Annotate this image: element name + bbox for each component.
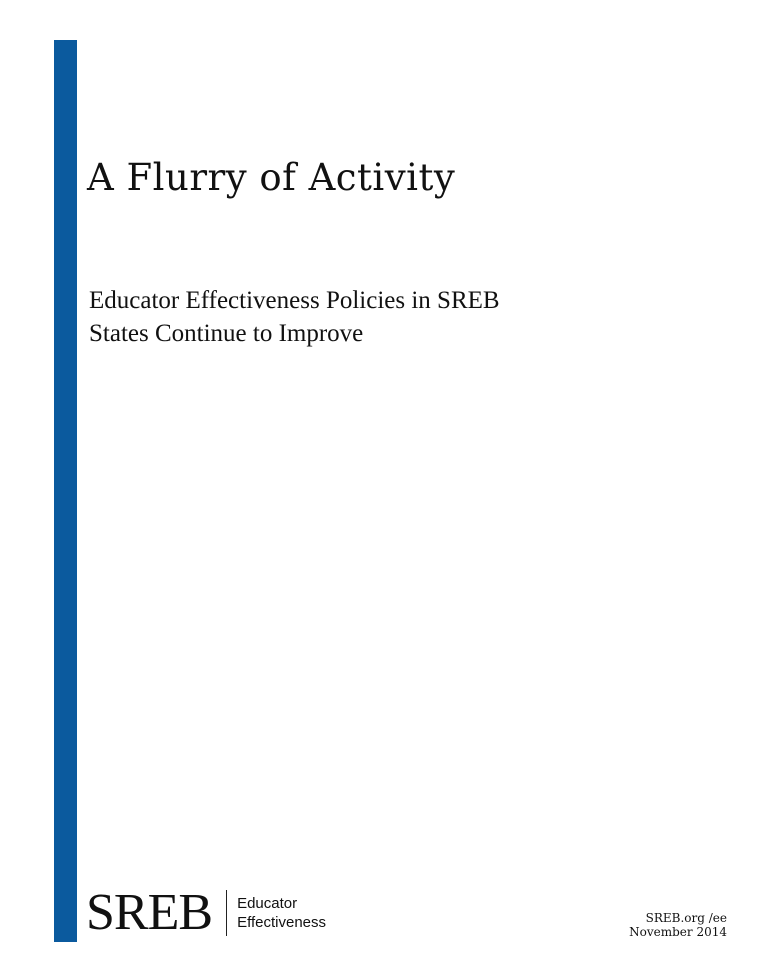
logo-tagline-line: Effectiveness xyxy=(237,914,327,931)
footer-date: November 2014 xyxy=(629,925,727,939)
logo-tagline xyxy=(237,894,326,932)
subtitle-line: Educator Effectiveness Policies in SREB xyxy=(89,287,500,314)
logo-divider xyxy=(226,890,227,936)
document-title: A Flurry of Activity xyxy=(87,156,456,199)
footer-website: SREB.org /ee xyxy=(645,911,727,925)
subtitle-line: States Continue to Improve xyxy=(89,320,364,347)
logo-tagline-line: Educator xyxy=(237,895,298,912)
sreb-logo xyxy=(86,884,326,942)
accent-bar xyxy=(54,40,77,942)
logo-wordmark: SREB xyxy=(86,884,213,941)
footer-meta xyxy=(629,911,727,939)
document-subtitle xyxy=(89,284,649,350)
